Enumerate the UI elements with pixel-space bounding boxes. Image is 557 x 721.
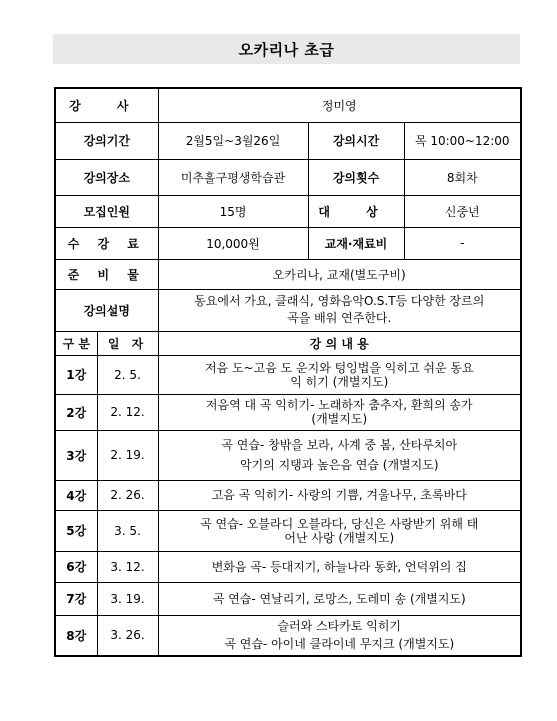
content-line-2: 악기의 지탱과 높은음 연습 (개별지도) — [240, 458, 439, 472]
table-row — [55, 615, 521, 656]
fee-value: 10,000원 — [158, 227, 308, 259]
date-cell: 2. 19. — [97, 430, 158, 480]
material-value: - — [404, 227, 521, 259]
time-value: 목 10:00~12:00 — [404, 122, 521, 159]
desc-line-1: 동요에서 가요, 클래식, 영화음악O.S.T등 다양한 장르의 — [194, 294, 485, 308]
page-title-text: 오카리나 초급 — [238, 40, 335, 59]
content-line-1: 곡 연습- 오블라디 오블라다, 당신은 사랑받기 위해 태 — [200, 516, 479, 531]
target-value: 신중년 — [404, 195, 521, 227]
content-cell — [158, 551, 521, 582]
page-title — [53, 34, 520, 64]
content-cell — [158, 480, 521, 510]
content-line-1: 변화음 곡- 등대지기, 하늘나라 동화, 언덕위의 집 — [211, 559, 467, 574]
content-line-1: 저음 도~고음 도 운지와 텅잉법을 익히고 쉬운 동요 — [204, 360, 474, 375]
table-row — [55, 480, 521, 510]
prep-row — [55, 259, 521, 289]
date-cell: 2. 12. — [97, 394, 158, 430]
session-cell: 7강 — [55, 582, 97, 615]
desc-row — [55, 289, 521, 331]
date-cell: 2. 5. — [97, 355, 158, 394]
session-cell: 3강 — [55, 430, 97, 480]
course-info-table — [54, 87, 522, 657]
time-label: 강의시간 — [308, 122, 404, 159]
date-cell: 3. 12. — [97, 551, 158, 582]
date-cell: 3. 26. — [97, 615, 158, 656]
instructor-row — [55, 88, 521, 122]
place-row — [55, 159, 521, 195]
count-value: 8회차 — [404, 159, 521, 195]
table-row — [55, 355, 521, 394]
instructor-value: 정미영 — [158, 88, 521, 122]
table-row — [55, 551, 521, 582]
date-header: 일 자 — [97, 331, 158, 355]
material-label: 교재·재료비 — [308, 227, 404, 259]
content-cell — [158, 394, 521, 430]
session-cell: 5강 — [55, 510, 97, 551]
recruit-label: 모집인원 — [55, 195, 158, 227]
instructor-label: 강 사 — [55, 88, 158, 122]
period-label: 강의기간 — [55, 122, 158, 159]
content-line-2: 익 히기 (개별지도) — [290, 374, 389, 389]
prep-label: 준 비 물 — [55, 259, 158, 289]
table-row — [55, 394, 521, 430]
table-row — [55, 582, 521, 615]
place-label: 강의장소 — [55, 159, 158, 195]
fee-label: 수 강 료 — [55, 227, 158, 259]
table-row — [55, 430, 521, 480]
period-row — [55, 122, 521, 159]
content-line-2: 어난 사랑 (개별지도) — [284, 530, 395, 545]
session-cell: 6강 — [55, 551, 97, 582]
session-cell: 2강 — [55, 394, 97, 430]
target-label: 대 상 — [308, 195, 404, 227]
content-line-1: 곡 연습- 연날리기, 로망스, 도레미 송 (개별지도) — [212, 591, 466, 606]
session-cell: 1강 — [55, 355, 97, 394]
content-header: 강 의 내 용 — [158, 331, 521, 355]
content-line-1: 저음역 대 곡 익히기- 노래하자 춤추자, 환희의 송가 — [205, 398, 473, 412]
period-value: 2월5일~3월26일 — [158, 122, 308, 159]
session-cell: 4강 — [55, 480, 97, 510]
content-cell — [158, 510, 521, 551]
desc-value — [158, 289, 521, 331]
date-cell: 3. 5. — [97, 510, 158, 551]
place-value: 미추홀구평생학습관 — [158, 159, 308, 195]
content-line-1: 슬러와 스타카토 익히기 — [277, 619, 402, 634]
date-cell: 3. 19. — [97, 582, 158, 615]
date-cell: 2. 26. — [97, 480, 158, 510]
count-label: 강의횟수 — [308, 159, 404, 195]
desc-line-2: 곡을 배워 연주한다. — [287, 311, 392, 325]
content-cell — [158, 615, 521, 656]
content-cell — [158, 430, 521, 480]
content-line-2: 곡 연습- 아이네 클라이네 무지크 (개별지도) — [224, 637, 455, 652]
recruit-row — [55, 195, 521, 227]
table-row — [55, 510, 521, 551]
prep-value: 오카리나, 교재(별도구비) — [158, 259, 521, 289]
session-cell: 8강 — [55, 615, 97, 656]
content-line-1: 고음 곡 익히기- 사랑의 기쁨, 겨울나무, 초록바다 — [211, 488, 467, 502]
content-line-1: 곡 연습- 창밖을 보라, 사계 중 봄, 산타루치아 — [221, 438, 458, 452]
recruit-value: 15명 — [158, 195, 308, 227]
content-line-2: (개별지도) — [311, 412, 368, 426]
desc-label: 강의설명 — [55, 289, 158, 331]
content-cell — [158, 582, 521, 615]
fee-row — [55, 227, 521, 259]
schedule-header-row — [55, 331, 521, 355]
content-cell — [158, 355, 521, 394]
division-header: 구 분 — [55, 331, 97, 355]
